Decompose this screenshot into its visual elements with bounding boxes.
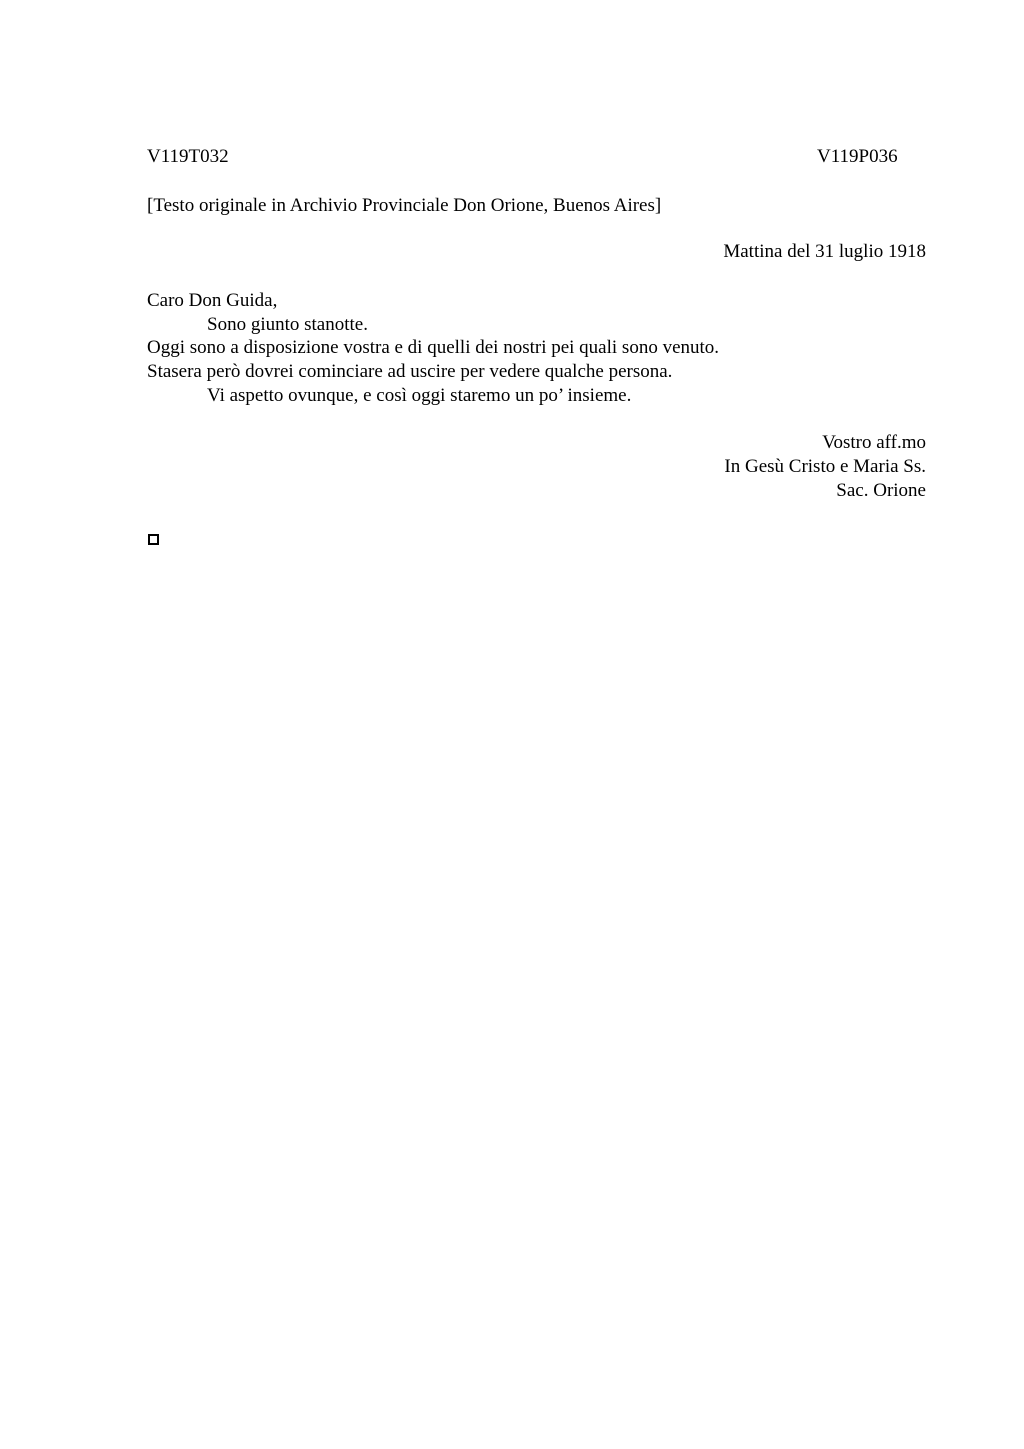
- date-line: Mattina del 31 luglio 1918: [723, 241, 926, 262]
- closing-line: Vostro aff.mo: [822, 432, 926, 453]
- document-code-right: V119P036: [817, 146, 898, 167]
- signature: Sac. Orione: [836, 480, 926, 501]
- letter-line: Sono giunto stanotte.: [207, 314, 368, 335]
- letter-salutation: Caro Don Guida,: [147, 290, 278, 311]
- square-outline-icon: [148, 534, 159, 545]
- letter-line: Stasera però dovrei cominciare ad uscire per vedere qualche persona.: [147, 361, 673, 382]
- source-note: [Testo originale in Archivio Provinciale Don Orione, Buenos Aires]: [147, 195, 662, 216]
- letter-line: Oggi sono a disposizione vostra e di quelli dei nostri pei quali sono venuto.: [147, 337, 720, 358]
- closing-line: In Gesù Cristo e Maria Ss.: [724, 456, 926, 477]
- letter-line: Vi aspetto ovunque, e così oggi staremo un po’ insieme.: [207, 385, 632, 406]
- document-code-left: V119T032: [147, 146, 229, 167]
